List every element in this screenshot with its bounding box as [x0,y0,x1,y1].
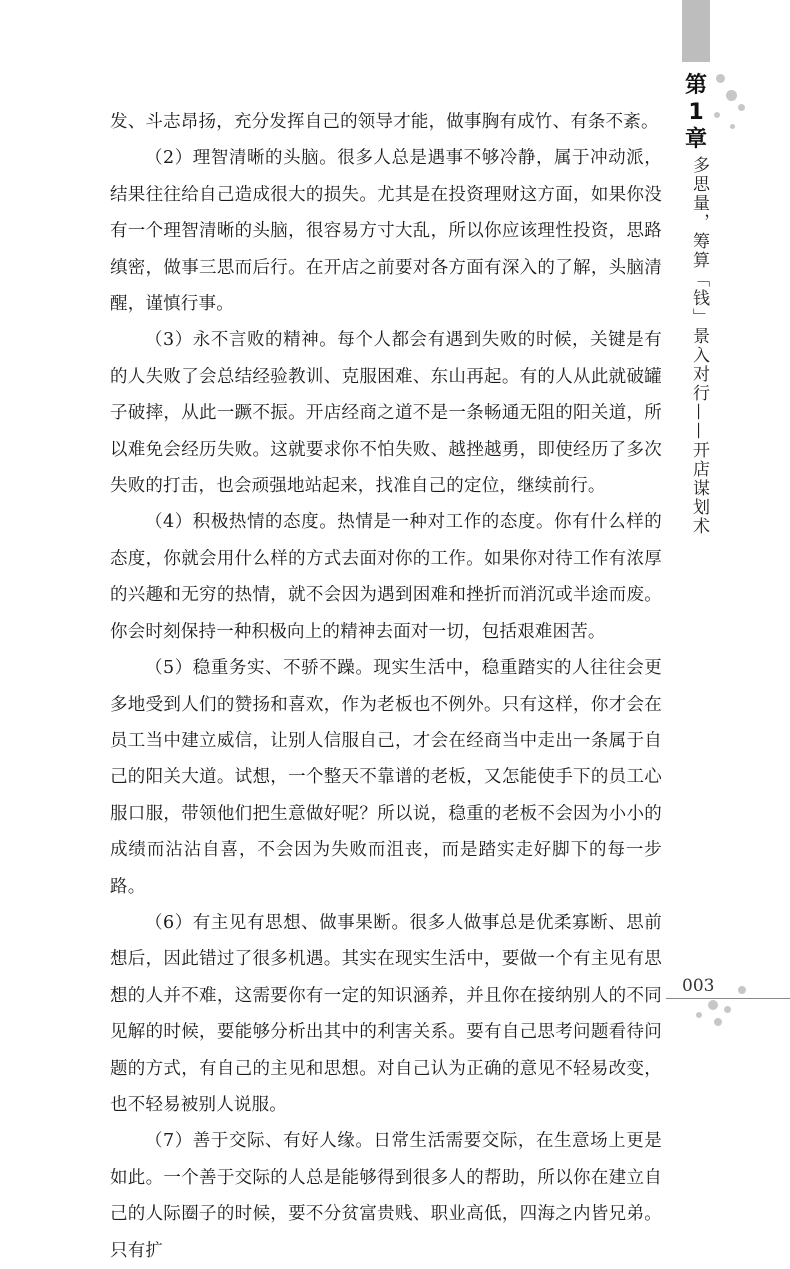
side-title: 多思量，筹算「钱」景入对行——开店谋划术 [689,156,709,536]
paragraph-1: （2）理智清晰的头脑。很多人总是遇事不够冷静，属于冲动派，结果往往给自己造成很大的损失。尤其是在投资理财这方面，如果你没有一个理智清晰的头脑，很容易方寸大乱，所以你应该理性投资，思路缜密，做事三思而后行。在开店之前要对各方面有深入的了解，头脑清醒，谨慎行事。 [110,148,662,315]
decor-dot [738,986,746,994]
decor-dot [696,1012,702,1018]
paragraph-0: 发、斗志昂扬，充分发挥自己的领导才能，做事胸有成竹、有条不紊。 [110,112,659,132]
decor-dot [714,1018,722,1026]
paragraph-2: （3）永不言败的精神。每个人都会有遇到失败的时候，关键是有的人失败了会总结经验教训、克服困难、东山再起。有的人从此就破罐子破摔，从此一蹶不振。开店经商之道不是一条畅通无阻的阳关道，所以难免会经历失败。这就要求你不怕失败、越挫越勇，即使经历了多次失败的打击，也会顽强地站起来，找准自己的定位，继续前行。 [110,330,662,497]
chapter-char-2: 1 [688,100,704,125]
decor-dot [716,74,725,83]
decor-dot [730,124,735,129]
chapter-label [680,72,712,153]
chapter-char-1: 第 [684,73,707,98]
chapter-tab-bar [682,0,710,62]
decor-dot [724,1006,731,1013]
decor-dot [738,104,745,111]
chapter-char-3: 章 [684,127,707,152]
decor-dot [708,1000,718,1010]
paragraph-3: （4）积极热情的态度。热情是一种对工作的态度。你有什么样的态度，你就会用什么样的方式去面对你的工作。如果你对待工作有浓厚的兴趣和无穷的热情，就不会因为遇到困难和挫折而消沉或半途而废。你会时刻保持一种积极向上的精神去面对一切，包括艰难困苦。 [110,512,662,642]
paragraph-4: （5）稳重务实、不骄不躁。现实生活中，稳重踏实的人往往会更多地受到人们的赞扬和喜欢，作为老板也不例外。只有这样，你才会在员工当中建立威信，让别人信服自己，才会在经商当中走出一条属于自己的阳关大道。试想，一个整天不靠谱的老板，又怎能使手下的员工心服口服，带领他们把生意做好呢？所以说，稳重的老板不会因为小小的成绩而沾沾自喜，不会因为失败而沮丧，而是踏实走好脚下的每一步路。 [110,658,662,897]
paragraph-5: （6）有主见有思想、做事果断。很多人做事总是优柔寡断、思前想后，因此错过了很多机遇。其实在现实生活中，要做一个有主见有思想的人并不难，这需要你有一定的知识涵养，并且你在接纳别人的不同见解的时候，要能够分析出其中的利害关系。要有自己思考问题看待问题的方式，有自己的主见和思想。对自己认为正确的意见不轻易改变，也不轻易被别人说服。 [110,912,662,1115]
footer-rule [666,998,790,999]
paragraph-6: （7）善于交际、有好人缘。日常生活需要交际，在生意场上更是如此。一个善于交际的人总是能够得到很多人的帮助，所以你在建立自己的人际圈子的时候，要不分贫富贵贱、职业高低，四海之内皆兄弟。只有扩 [110,1131,662,1261]
decor-dot [714,112,720,118]
body-text [110,104,662,1269]
page-number: 003 [682,976,715,996]
decor-dot [726,90,737,101]
